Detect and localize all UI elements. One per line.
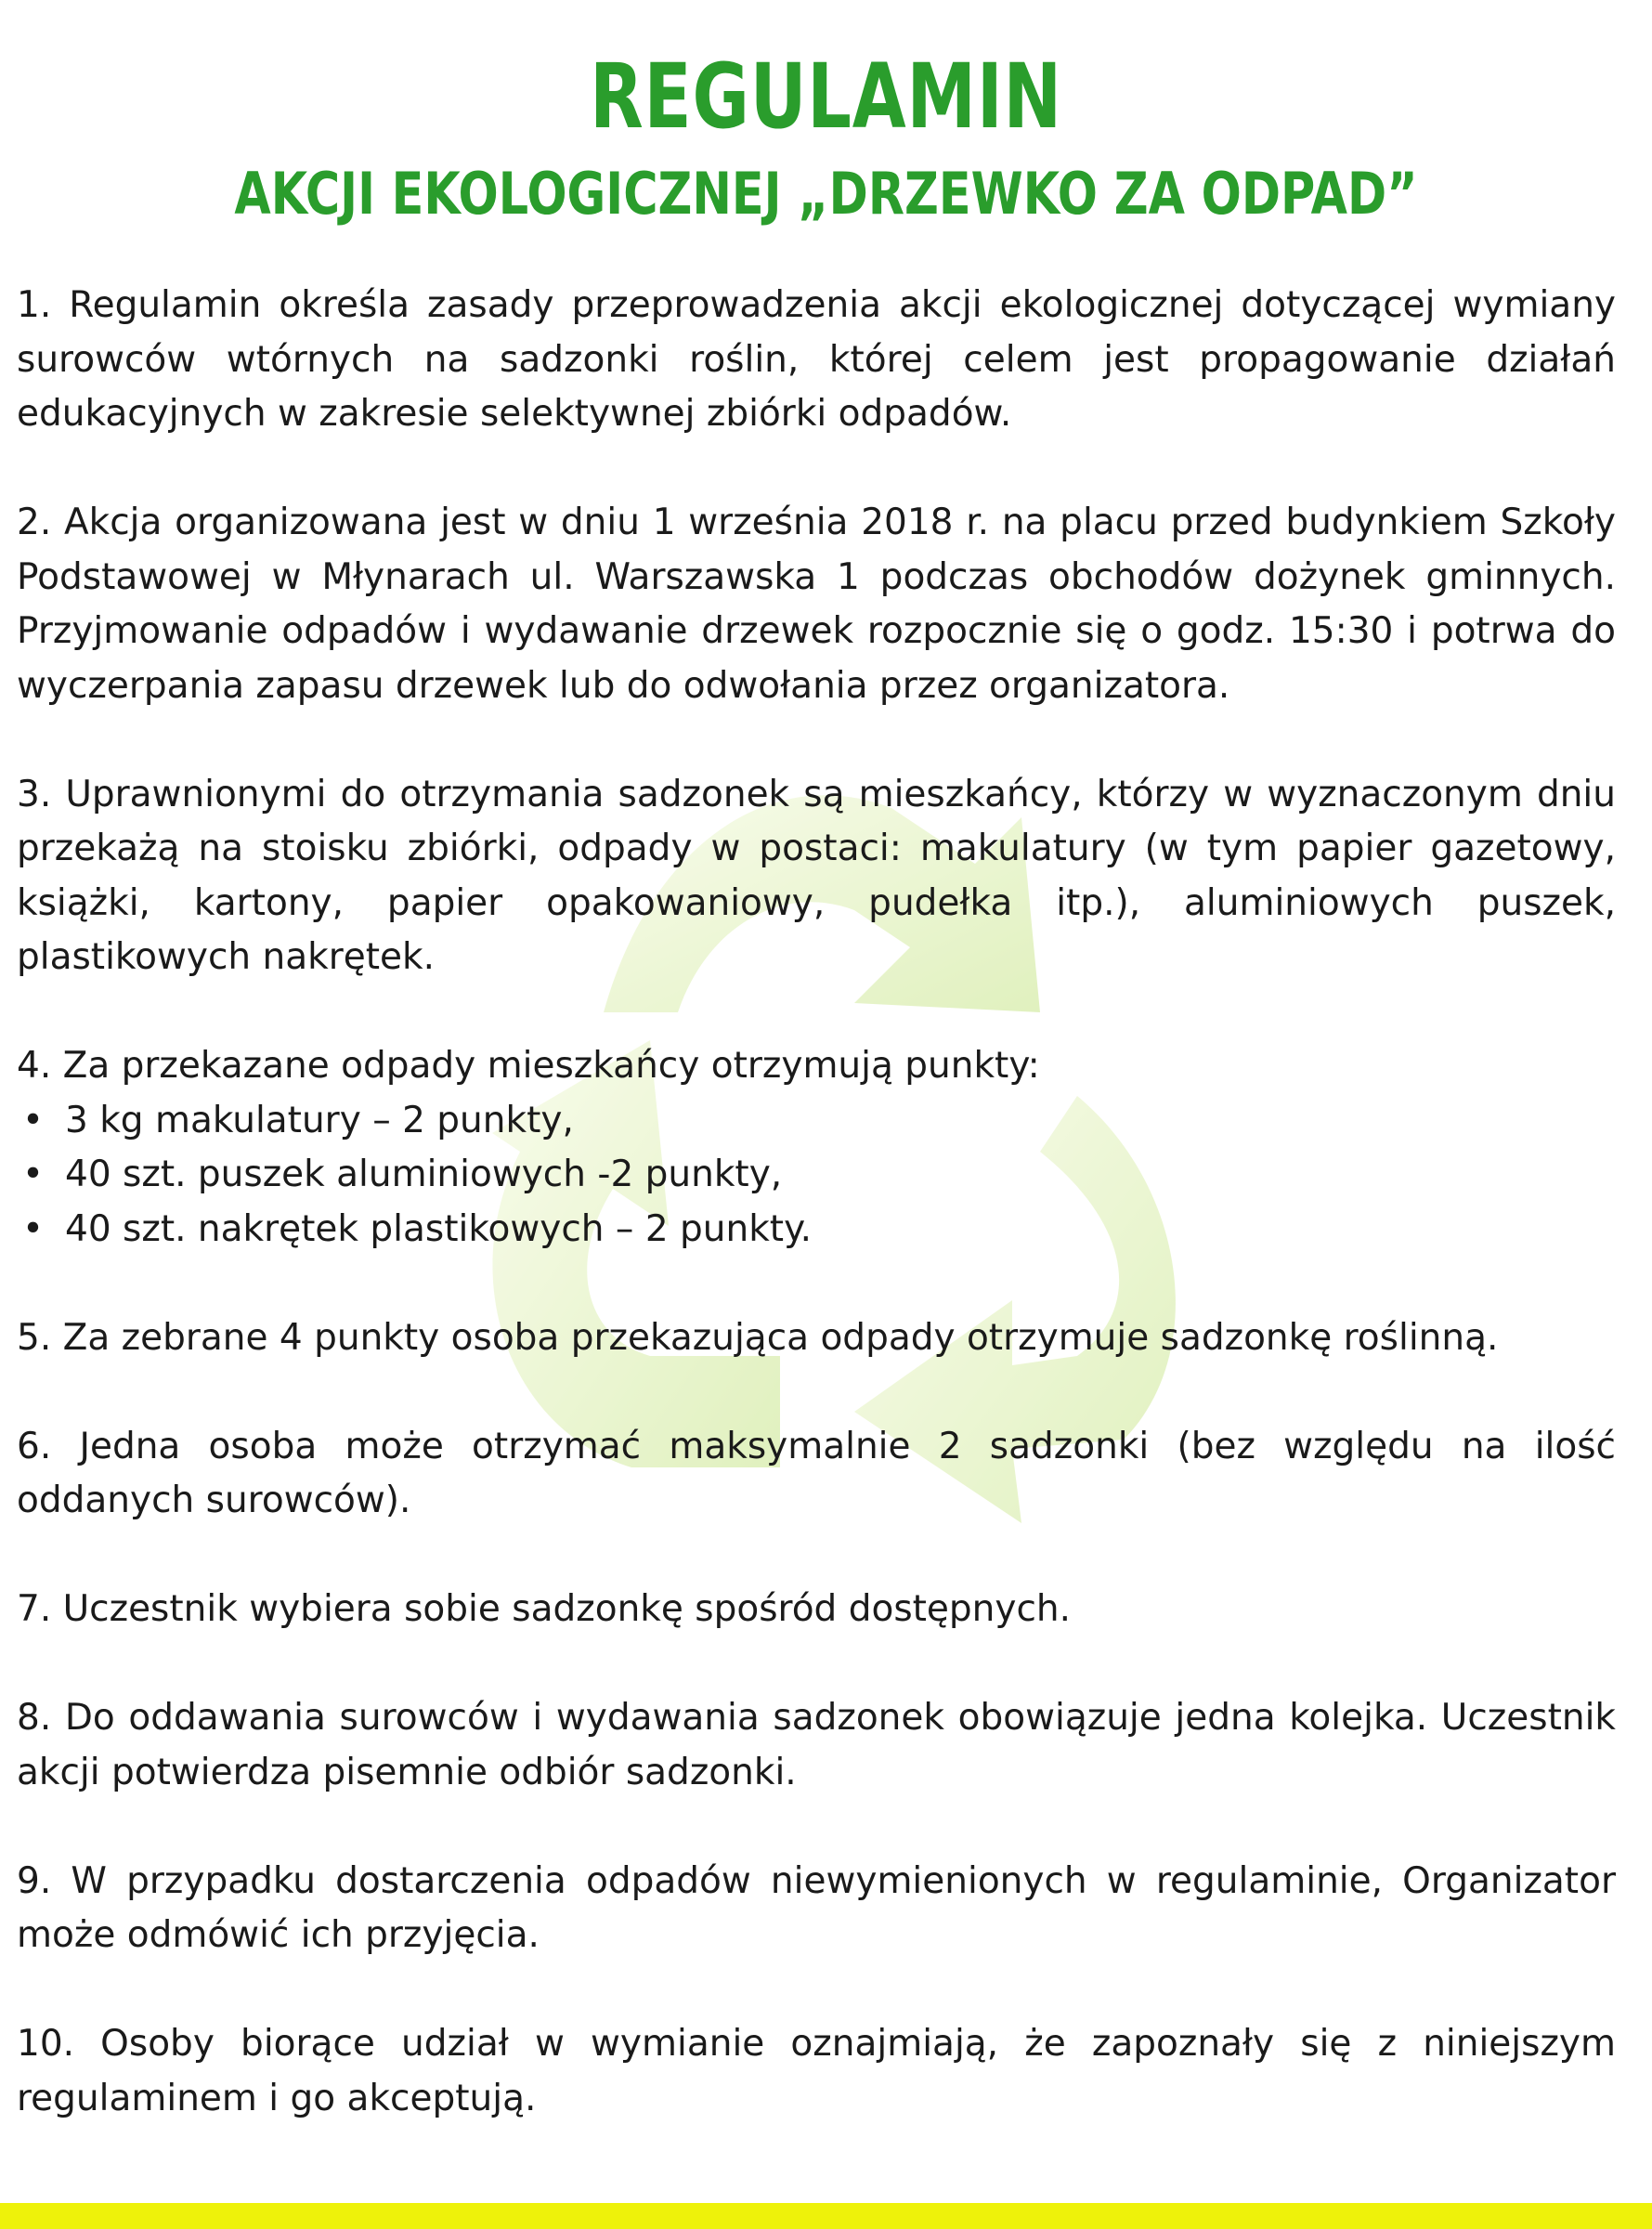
rule-7: 7. Uczestnik wybiera sobie sadzonkę spośród dostępnych.: [17, 1588, 1072, 1630]
rule-10: 10. Osoby biorące udział w wymianie oznajmiają, że zapoznały się z niniejszym regulaminem i go akceptują.: [17, 2023, 1616, 2119]
list-item: • 3 kg makulatury – 2 punkty,: [17, 1094, 1616, 1149]
rule-4: 4. Za przekazane odpady mieszkańcy otrzymują punkty:: [17, 1045, 1040, 1087]
rule-1: 1. Regulamin określa zasady przeprowadzenia akcji ekologicznej dotyczącej wymiany surowców wtórnych na sadzonki roślin, której celem jest propagowanie działań edukacyjnych w zakresie selektywnej zbiórki odpadów.: [17, 284, 1616, 435]
rule-9: 9. W przypadku dostarczenia odpadów niewymienionych w regulaminie, Organizator może odmówić ich przyjęcia.: [17, 1859, 1616, 1956]
page-title: REGULAMIN: [590, 45, 1062, 149]
list-item: • 40 szt. nakrętek plastikowych – 2 punkty.: [17, 1203, 1616, 1258]
rule-8: 8. Do oddawania surowców i wydawania sadzonek obowiązuje jedna kolejka. Uczestnik akcji potwierdza pisemnie odbiór sadzonki.: [17, 1697, 1616, 1793]
list-item: • 40 szt. puszek aluminiowych -2 punkty,: [17, 1148, 1616, 1203]
rule-3: 3. Uprawnionymi do otrzymania sadzonek są mieszkańcy, którzy w wyznaczonym dniu przekażą na stoisku zbiórki, odpady w postaci: makulatury (w tym papier gazetowy, książki, kartony, papier opakowaniowy, pudełka itp.), aluminiowych puszek, plastikowych nakrętek.: [17, 773, 1616, 978]
rules-content: [17, 279, 1616, 2181]
page-subtitle: AKCJI EKOLOGICZNEJ „DRZEWKO ZA ODPAD”: [234, 160, 1418, 228]
rule-5: 5. Za zebrane 4 punkty osoba przekazująca odpady otrzymuje sadzonkę roślinną.: [17, 1316, 1499, 1359]
rule-2: 2. Akcja organizowana jest w dniu 1 września 2018 r. na placu przed budynkiem Szkoły Podstawowej w Młynarach ul. Warszawska 1 podczas obchodów dożynek gminnych. Przyjmowanie odpadów i wydawanie drzewek rozpocznie się o godz. 15:30 i potrwa do wyczerpania zapasu drzewek lub do odwołania przez organizatora.: [17, 502, 1616, 707]
bottom-accent-bar: [0, 2203, 1652, 2229]
points-list: [17, 1094, 1616, 1258]
rule-6: 6. Jedna osoba może otrzymać maksymalnie 2 sadzonki (bez względu na ilość oddanych surowców).: [17, 1425, 1616, 1521]
